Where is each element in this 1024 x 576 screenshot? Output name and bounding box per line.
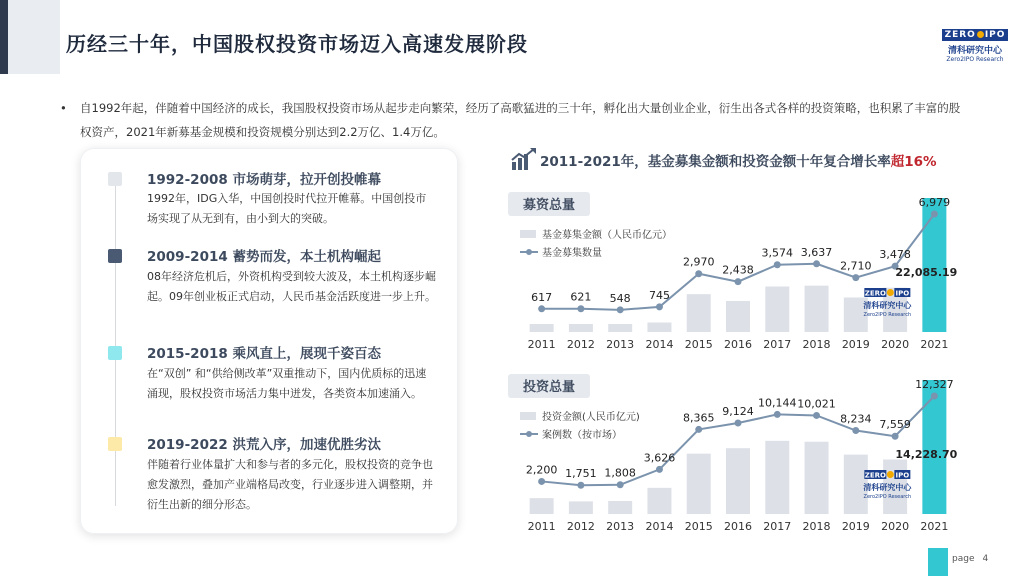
timeline-body-2: 08年经济危机后，外资机构受到较大波及，本土机构逐步崛起。09年创业板正式启动，人民币基金活跃度进一步上升。 <box>147 270 436 303</box>
mini-logo-word-left: ZERO <box>864 289 886 298</box>
panel-label: 投资总量 <box>522 380 576 395</box>
mini-logo-cn: 清科研究中心 <box>863 483 912 492</box>
zero2ipo-logo <box>940 22 1010 63</box>
data-label: 745 <box>648 288 670 302</box>
logo-dot-icon <box>977 31 984 38</box>
page-number-box <box>928 548 948 576</box>
mini-logo-word-left: ZERO <box>864 471 886 480</box>
timeline-heading-3: 2015-2018 乘风直上，展现千姿百态 <box>147 346 381 362</box>
data-label: 6,979 <box>918 196 951 209</box>
x-tick-label: 2016 <box>724 338 752 351</box>
data-label: 9,124 <box>722 405 754 419</box>
title-band <box>8 0 60 74</box>
data-label: 8,234 <box>840 412 872 426</box>
x-tick-label: 2013 <box>606 520 635 533</box>
page-number: page 4 <box>952 554 989 564</box>
chart-bar <box>805 442 829 514</box>
chart-bar <box>687 294 711 332</box>
x-tick-label: 2016 <box>724 520 752 533</box>
charts-title: 2011-2021年，基金募集金额和投资金额十年复合增长率超16% <box>540 154 937 170</box>
x-tick-label: 2021 <box>920 520 949 533</box>
line-point <box>852 427 859 434</box>
data-label: 1,808 <box>604 466 636 480</box>
line-point <box>852 274 859 281</box>
data-label: 7,559 <box>879 418 911 432</box>
data-label: 1,751 <box>565 467 597 481</box>
x-tick-label: 2021 <box>920 338 949 351</box>
legend-bar-label: 基金募集金额（人民币亿元） <box>542 230 672 241</box>
charts-title-highlight: 超16% <box>890 154 937 170</box>
accent-bar <box>0 0 8 74</box>
data-label: 3,637 <box>800 245 833 259</box>
line-point <box>892 433 899 440</box>
chart-bar <box>765 286 789 332</box>
chart-growth-icon <box>510 146 538 172</box>
line-point <box>577 305 584 312</box>
x-tick-label: 2012 <box>566 520 595 533</box>
mini-logo-en: Zero2IPO Research <box>863 312 912 318</box>
intro-text: 自1992年起，伴随着中国经济的成长，我国股权投资市场从起步走向繁荣，经历了高歌猛进的三十年，孵化出大量创业企业，衍生出各式各样的投资策略，也积累了丰富的股权资产，2021年新募基金规模和投资规模分别达到2.2万亿、1.4万亿。 <box>80 101 961 139</box>
timeline-marker-3 <box>108 346 122 360</box>
x-tick-label: 2017 <box>763 520 792 533</box>
timeline-body-3: 在“双创” 和“供给侧改革”双重推动下，国内优质标的迅速涌现，股权投资市场活力集中迸发，各类资本加速涌入。 <box>147 367 427 400</box>
data-label: 2,200 <box>525 463 558 477</box>
chart-bar <box>647 323 671 332</box>
data-label: 621 <box>570 290 592 304</box>
chart-bar <box>530 498 554 514</box>
line-point <box>813 412 820 419</box>
logo-en-text: Zero2IPO Research <box>946 56 1004 63</box>
line-point <box>931 211 938 218</box>
line-point <box>931 393 938 400</box>
panel-label: 募资总量 <box>522 198 576 213</box>
intro-paragraph <box>60 96 964 144</box>
data-label: 2,438 <box>722 263 754 277</box>
data-label: 12,327 <box>915 378 954 391</box>
fundraising-chart <box>508 180 968 356</box>
x-tick-label: 2011 <box>527 520 556 533</box>
timeline-heading-4: 2019-2022 洪荒入序，加速优胜劣汰 <box>147 437 381 453</box>
line-point <box>774 261 781 268</box>
chart-bar <box>647 488 671 514</box>
data-label: 10,021 <box>797 397 836 411</box>
x-tick-label: 2019 <box>841 520 870 533</box>
legend-line-dot <box>526 431 532 437</box>
data-label: 2,970 <box>682 255 715 269</box>
data-label: 10,144 <box>758 396 797 410</box>
highlight-bar-label: 14,228.70 <box>895 448 958 461</box>
mini-logo-cn: 清科研究中心 <box>863 301 912 310</box>
line-point <box>774 411 781 418</box>
mini-logo-dot-icon <box>887 289 894 296</box>
line-point <box>538 305 545 312</box>
x-tick-label: 2014 <box>645 338 674 351</box>
data-label: 3,574 <box>761 246 794 260</box>
line-point <box>538 478 545 485</box>
bullet-icon: • <box>60 101 67 115</box>
legend-line-label: 案例数（按市场） <box>542 430 622 441</box>
data-label: 2,710 <box>840 259 872 273</box>
mini-logo-dot-icon <box>887 471 894 478</box>
chart-bar <box>922 198 946 332</box>
highlight-bar-label: 22,085.19 <box>895 266 958 279</box>
x-tick-label: 2012 <box>566 338 595 351</box>
x-tick-label: 2019 <box>841 338 870 351</box>
line-point <box>695 270 702 277</box>
mini-logo-word-right: IPO <box>895 289 910 298</box>
mini-logo-word-right: IPO <box>895 471 910 480</box>
x-tick-label: 2011 <box>527 338 556 351</box>
line-point <box>813 260 820 267</box>
data-label: 3,626 <box>643 451 676 465</box>
chart-bar <box>922 380 946 514</box>
timeline-body-4: 伴随着行业体量扩大和参与者的多元化，股权投资的竞争也愈发激烈，叠加产业端格局改变，行业逐步进入调整期，并衍生出新的细分形态。 <box>147 458 433 511</box>
logo-wordmark: ZERO IPO <box>942 29 1009 41</box>
x-tick-label: 2020 <box>881 520 910 533</box>
chart-bar <box>569 501 593 514</box>
timeline-marker-2 <box>108 249 122 263</box>
x-tick-label: 2013 <box>606 338 635 351</box>
data-label: 617 <box>531 290 553 304</box>
line-point <box>656 303 663 310</box>
line-point <box>695 426 702 433</box>
line-point <box>617 306 624 313</box>
x-tick-label: 2014 <box>645 520 674 533</box>
x-tick-label: 2018 <box>802 338 831 351</box>
x-tick-label: 2015 <box>684 520 713 533</box>
chart-bar <box>687 454 711 514</box>
line-point <box>735 420 742 427</box>
line-point <box>577 482 584 489</box>
page-title: 历经三十年，中国股权投资市场迈入高速发展阶段 <box>66 32 528 56</box>
data-label: 3,478 <box>879 248 911 262</box>
x-tick-label: 2020 <box>881 338 910 351</box>
legend-bar-swatch <box>520 230 536 238</box>
chart-bar <box>726 301 750 332</box>
timeline-heading-1: 1992-2008 市场萌芽，拉开创投帷幕 <box>147 172 381 188</box>
data-label: 548 <box>609 291 631 305</box>
timeline-marker-1 <box>108 172 122 186</box>
timeline-line <box>115 176 116 506</box>
chart-bar <box>608 324 632 332</box>
data-label: 8,365 <box>682 411 715 425</box>
line-point <box>735 278 742 285</box>
x-tick-label: 2015 <box>684 338 713 351</box>
mini-logo-en: Zero2IPO Research <box>863 494 912 500</box>
legend-bar-label: 投资金额(人民币亿元) <box>542 412 640 423</box>
legend-bar-swatch <box>520 412 536 420</box>
legend-line-label: 基金募集数量 <box>542 248 602 259</box>
timeline-heading-2: 2009-2014 蓄势而发，本土机构崛起 <box>147 249 381 265</box>
chart-bar <box>805 286 829 332</box>
line-point <box>656 466 663 473</box>
investment-chart <box>508 362 968 538</box>
timeline-body-1: 1992年，IDG入华，中国创投时代拉开帷幕。中国创投市场实现了从无到有，由小到大的突破。 <box>147 192 427 225</box>
x-tick-label: 2018 <box>802 520 831 533</box>
legend-line-dot <box>526 249 532 255</box>
x-tick-label: 2017 <box>763 338 792 351</box>
chart-bar <box>569 324 593 332</box>
line-point <box>617 481 624 488</box>
timeline-marker-4 <box>108 437 122 451</box>
chart-bar <box>608 501 632 514</box>
chart-bar <box>765 441 789 514</box>
chart-bar <box>530 324 554 332</box>
logo-cn-text: 清科研究中心 <box>947 46 1002 56</box>
chart-bar <box>726 448 750 514</box>
